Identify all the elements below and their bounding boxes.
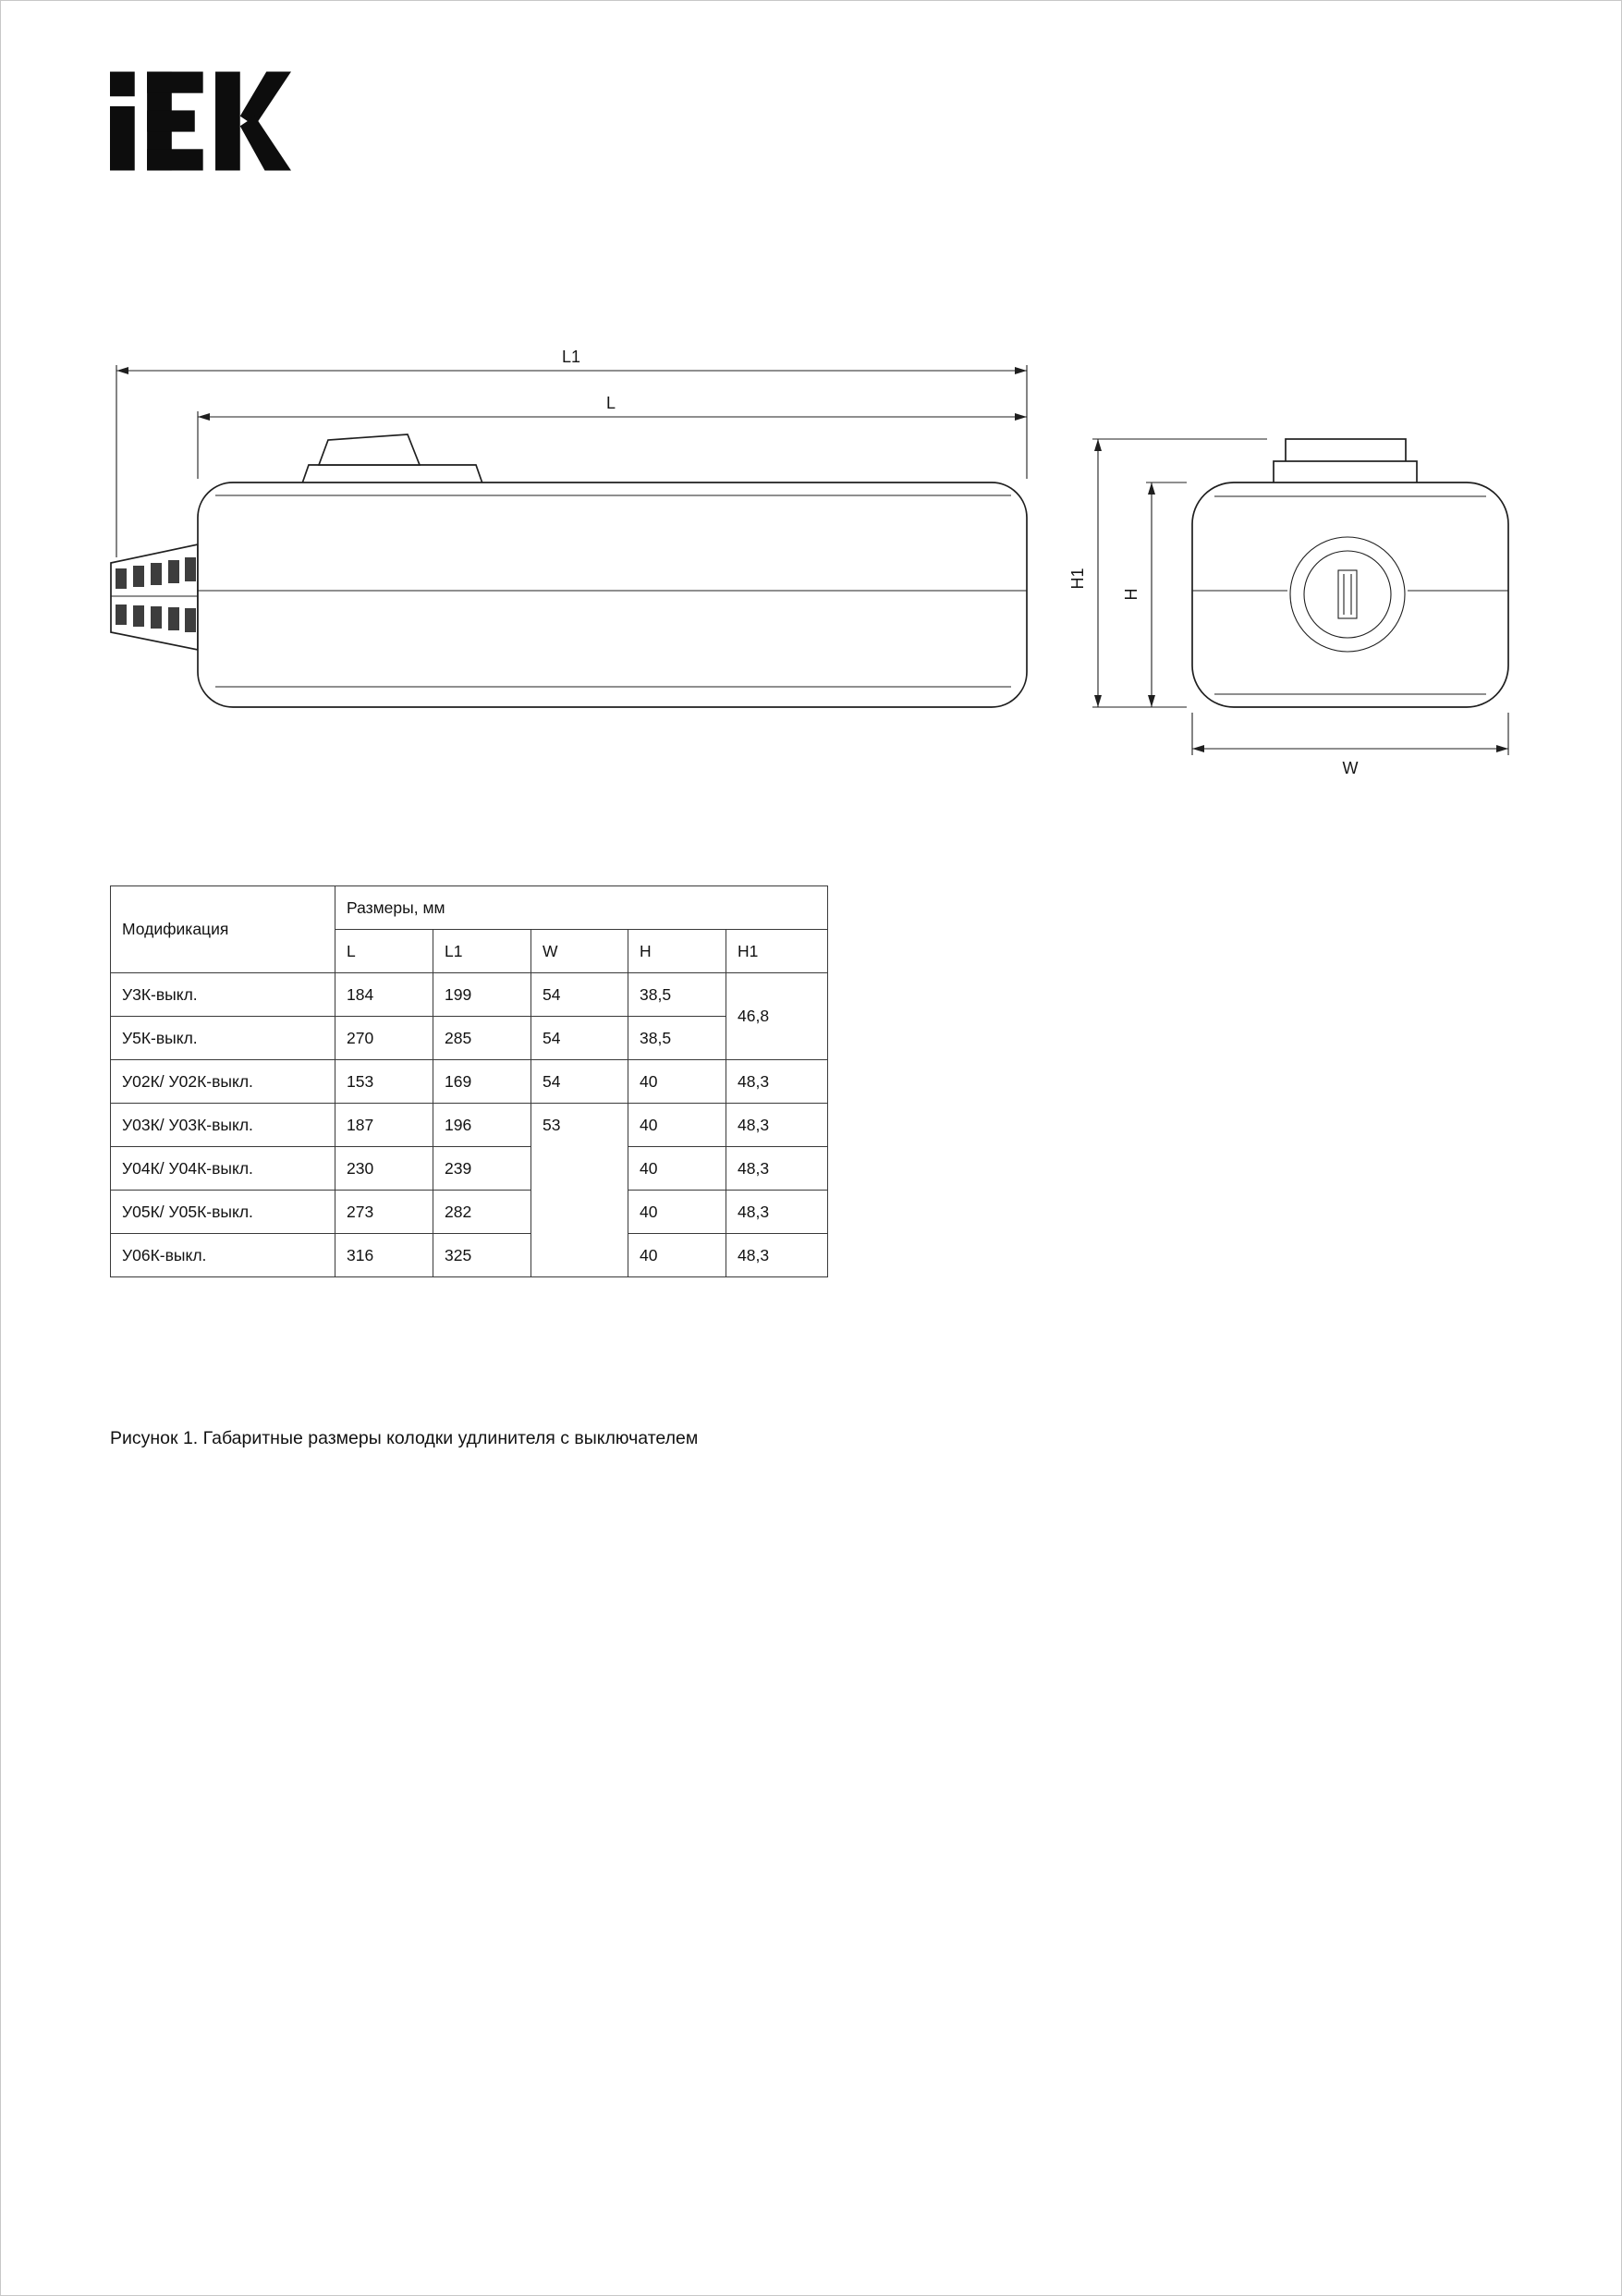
side-view	[111, 348, 1027, 707]
header-col-h: H	[628, 930, 726, 973]
header-dimensions: Размеры, мм	[335, 886, 828, 930]
cell-l: 270	[335, 1017, 433, 1060]
cell-name: У3К-выкл.	[111, 973, 335, 1017]
cell-h1: 48,3	[726, 1104, 828, 1147]
cell-l1: 169	[433, 1060, 531, 1104]
dimension-label-h: H	[1122, 588, 1140, 601]
cell-h: 40	[628, 1191, 726, 1234]
header-modification: Модификация	[111, 886, 335, 973]
logo-i-stem	[110, 106, 135, 170]
end-view	[1068, 439, 1508, 777]
figure-caption: Рисунок 1. Габаритные размеры колодки удлинителя с выключателем	[110, 1428, 699, 1448]
cell-l1: 239	[433, 1147, 531, 1191]
end-view-body	[1192, 482, 1508, 707]
header-col-l: L	[335, 930, 433, 973]
header-col-l1: L1	[433, 930, 531, 973]
logo-e-mid	[147, 110, 195, 131]
cable-gland	[111, 544, 198, 650]
dimension-w	[1192, 713, 1508, 777]
logo-k-upper-arm	[240, 72, 291, 127]
cell-name: У03К/ У03К-выкл.	[111, 1104, 335, 1147]
cell-h1: 48,3	[726, 1234, 828, 1277]
cell-name: У04К/ У04К-выкл.	[111, 1147, 335, 1191]
cell-w: 53	[531, 1104, 628, 1277]
cell-h: 40	[628, 1060, 726, 1104]
cell-l: 273	[335, 1191, 433, 1234]
cell-name: У05К/ У05К-выкл.	[111, 1191, 335, 1234]
cell-l1: 285	[433, 1017, 531, 1060]
cell-l1: 325	[433, 1234, 531, 1277]
table-header-row-1	[111, 886, 828, 930]
dimension-label-l1: L1	[561, 348, 581, 366]
dimension-label-h1: H1	[1068, 568, 1087, 590]
cell-l: 230	[335, 1147, 433, 1191]
table-row	[111, 1234, 828, 1277]
dimension-label-l: L	[605, 394, 616, 412]
cell-h1: 48,3	[726, 1191, 828, 1234]
table-row	[111, 1147, 828, 1191]
cell-h: 38,5	[628, 1017, 726, 1060]
cell-w: 54	[531, 1017, 628, 1060]
dimensional-drawing	[93, 343, 1535, 787]
table-row	[111, 1017, 828, 1060]
header-col-w: W	[531, 930, 628, 973]
end-view-switch	[1274, 439, 1417, 484]
cell-name: У5К-выкл.	[111, 1017, 335, 1060]
table-row	[111, 1060, 828, 1104]
power-switch	[302, 434, 482, 483]
cell-l1: 282	[433, 1191, 531, 1234]
cell-l1: 199	[433, 973, 531, 1017]
cell-h1: 48,3	[726, 1147, 828, 1191]
cell-l: 153	[335, 1060, 433, 1104]
cell-l: 316	[335, 1234, 433, 1277]
cell-h1: 46,8	[726, 973, 828, 1060]
cell-h: 40	[628, 1234, 726, 1277]
header-col-h1: H1	[726, 930, 828, 973]
cell-name: У06К-выкл.	[111, 1234, 335, 1277]
cell-h: 40	[628, 1147, 726, 1191]
table-row	[111, 1191, 828, 1234]
cell-l1: 196	[433, 1104, 531, 1147]
dimension-h	[1122, 482, 1187, 707]
table-row	[111, 973, 828, 1017]
table-row	[111, 1104, 828, 1147]
logo-k-lower-arm	[240, 116, 291, 171]
power-strip-body	[198, 482, 1027, 707]
iek-logo	[110, 67, 291, 176]
logo-i-dot	[110, 72, 135, 97]
cell-w: 54	[531, 973, 628, 1017]
dimension-label-w: W	[1342, 759, 1359, 777]
cell-h: 40	[628, 1104, 726, 1147]
cell-h: 38,5	[628, 973, 726, 1017]
cell-h1: 48,3	[726, 1060, 828, 1104]
dimensions-table	[110, 885, 828, 1277]
cell-name: У02К/ У02К-выкл.	[111, 1060, 335, 1104]
logo-k-spine	[215, 72, 240, 171]
logo-e-bottom	[147, 149, 203, 170]
cell-l: 187	[335, 1104, 433, 1147]
logo-e-top	[147, 72, 203, 93]
cell-l: 184	[335, 973, 433, 1017]
cell-w: 54	[531, 1060, 628, 1104]
